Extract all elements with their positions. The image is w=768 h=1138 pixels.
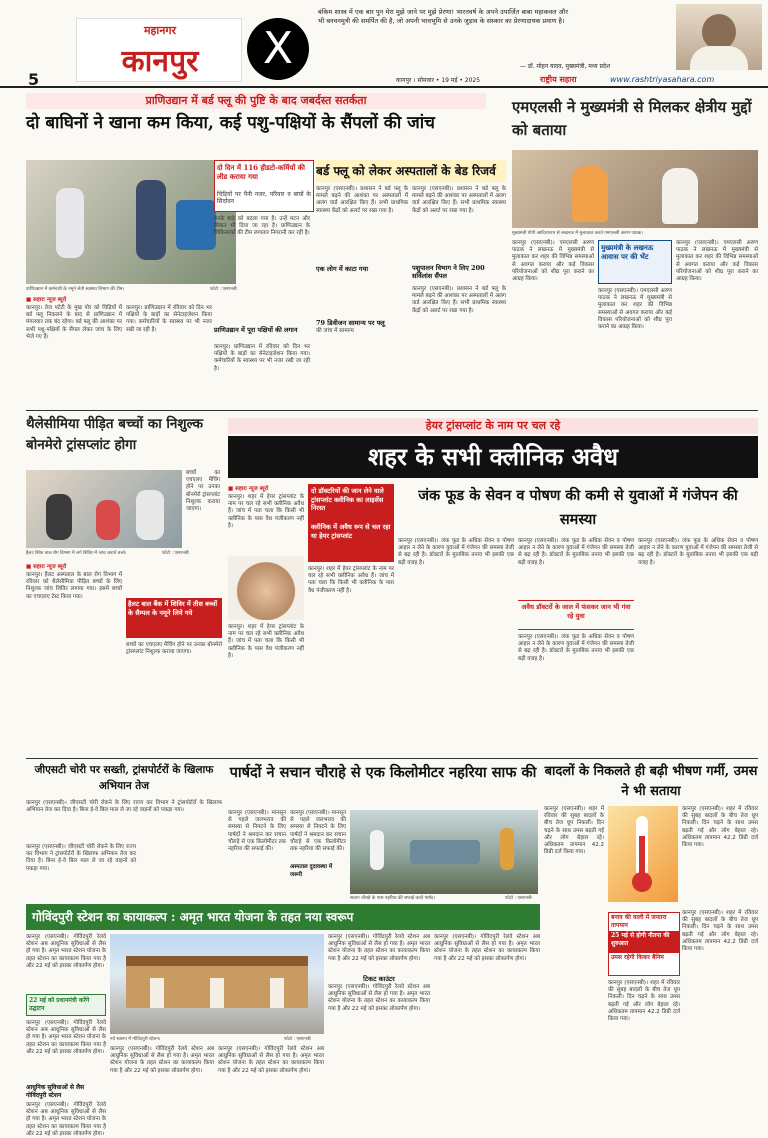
story1-kicker: प्राणिउद्यान में बर्ड फ्लू की पुष्टि के बाद जबर्दस्त सतर्कता [26, 93, 486, 109]
story1-body-right: कानपुर। प्राणिउद्यान में रविवार को दिन भर पक्षियों के बाड़ों का सेनेटाइजेशन किया गया। कर्मचारियों के स्वास्थ्य पर भी नजर रखी जा रही है। [126, 305, 212, 333]
story5-bullets [308, 484, 394, 562]
story3-body: कानपुर (एसएनबी)। एमएलसी अरुण पाठक ने लखनऊ में मुख्यमंत्री से मुलाकात कर शहर की विभिन्न समस्याओं से अवगत कराया और कई विकास परियोजनाओं को शीघ्र पूरा कराने का आग्रह किया। [512, 240, 594, 283]
story5-body: कानपुर। शहर में हेयर ट्रांसप्लांट के नाम पर चल रहे सभी क्लीनिक अवैध हैं। जांच में पता चला कि किसी भी क्लीनिक के पास वैध पंजीकरण नहीं है। [228, 494, 304, 529]
story9-boxes [608, 912, 680, 976]
story1-subhead: प्राणिउद्यान में पूरा पक्षियों की लगान [214, 326, 298, 334]
story4-photo-credit: फोटो : एसएनबी [162, 551, 189, 556]
story8-photo-credit: फोटो : एसएनबी [505, 896, 532, 901]
story6-body-b: कानपुर (एसएनबी)। जंक फूड के अधिक सेवन व पोषण आहार न लेने के कारण युवाओं में गंजेपन की समस्या तेजी से बढ़ रही है। डॉक्टरों के मुताबिक तनाव भी इसकी एक बड़ी वजह है। [518, 538, 634, 566]
story10-pull [26, 994, 106, 1016]
story3-body-b: कानपुर (एसएनबी)। एमएलसी अरुण पाठक ने लखनऊ में मुख्यमंत्री से मुलाकात कर शहर की विभिन्न समस्याओं से अवगत कराया और कई विकास परियोजनाओं को शीघ्र पूरा कराने का आग्रह किया। [598, 288, 672, 331]
story1-photo [26, 160, 236, 284]
story8-subhead: अस्पताल दुदावस्था में जरूरी [290, 864, 333, 878]
story10-body-e: कानपुर (एसएनबी)। गोविंदपुरी रेलवे स्टेशन अब आधुनिक सुविधाओं से लैस हो गया है। अमृत भारत स्टेशन योजना के तहत स्टेशन का कायाकल्प किया गया है और 22 मई को इसका लोकार्पण होगा। [218, 1046, 324, 1074]
story10-body-d: कानपुर (एसएनबी)। गोविंदपुरी रेलवे स्टेशन अब आधुनिक सुविधाओं से लैस हो गया है। अमृत भारत स्टेशन योजना के तहत स्टेशन का कायाकल्प किया गया है और 22 मई को इसका लोकार्पण होगा। [110, 1046, 214, 1074]
story3-photo-caption: मुख्यमंत्री योगी आदित्यनाथ से लखनऊ में मुलाकात करते एमएलसी अरुण पाठक। [512, 231, 643, 236]
story6-headline: जंक फूड के सेवन व पोषण की कमी से युवाओं में गंजेपन की समस्या [418, 487, 738, 528]
story10-photo [110, 934, 324, 1034]
story5-kicker: हेयर ट्रांसप्लांट के नाम पर चल रहे [228, 418, 758, 434]
story1-photo-credit: फोटो : एसएनबी [210, 287, 237, 292]
story7-body-b: कानपुर (एसएनबी)। जीएसटी चोरी रोकने के लिए राज्य कर विभाग ने ट्रांसपोर्टरों के खिलाफ अभियान तेज कर दिया है। बिना ई-वे बिल माल ले जा रहे वाहनों को पकड़ा गया। [26, 844, 136, 872]
story2-body: कानपुर (एसएनबी)। प्रशासन ने बर्ड फ्लू के मामले बढ़ने की आशंका पर अस्पतालों में अलग वार्ड आरक्षित किए हैं। सभी प्राथमिक स्वास्थ्य केंद्रों को अलर्ट पर रखा गया है। [316, 186, 408, 214]
story8-body: कानपुर (एसएनबी)। मानसून से पहले जलभराव की समस्या से निपटने के लिए पार्षदों ने श्रमदान कर सचान चौराहे से एक किलोमीटर तक नहरिया की सफाई की। [228, 810, 286, 853]
website: www.rashtriyasahara.com [610, 75, 715, 84]
story2-sub1: एक लोग में काटा गया [316, 265, 369, 273]
story8-photo-caption: सचान चौराहे के पास नहरिया की सफाई करते पार्षद। [350, 896, 436, 901]
story8-photo [350, 810, 538, 894]
story4-body-b: बच्चों का एचएलए मैचिंग होने पर उनका बोनमेरो ट्रांसप्लांट निशुल्क कराया जाएगा। [126, 642, 222, 656]
story4-pull-text: हैलट बाल बैंक में शिविर में तीस बच्चों के सैम्पल के नमूने लिये गये [128, 600, 218, 617]
story10-body: कानपुर (एसएनबी)। गोविंदपुरी रेलवे स्टेशन अब आधुनिक सुविधाओं से लैस हो गया है। अमृत भारत स्टेशन योजना के तहत स्टेशन का कायाकल्प किया गया है और 22 मई को इसका लोकार्पण होगा। [26, 934, 106, 969]
story10-body-b: कानपुर (एसएनबी)। गोविंदपुरी रेलवे स्टेशन अब आधुनिक सुविधाओं से लैस हो गया है। अमृत भारत स्टेशन योजना के तहत स्टेशन का कायाकल्प किया गया है और 22 मई को इसका लोकार्पण होगा। [26, 1020, 106, 1055]
story10-subhead2: आधुनिक सुविधाओं से लैस गोविंदपुरी स्टेशन [26, 1084, 85, 1099]
story1-box [214, 160, 314, 212]
story5-head-photo [228, 556, 304, 620]
story5-headline-band [228, 436, 758, 478]
page-number: 5 [28, 70, 40, 89]
paper-brand: राष्ट्रीय सहारा [540, 75, 577, 84]
story1-photo-caption: प्राणिउद्यान में कर्मचारी के नमूने लेती स्वास्थ्य विभाग की टीम। [26, 287, 125, 292]
top-quote: बंकिम शास्त्र में एक बार पुन मेरा मुझे जाने पर मुझे प्रेरणा! भारतवर्ष के अपने उपार्जित बाबा महाकवल और भी बनवनमुत्री की समर्पित की है, जो अपनी भावभूमि से उनके जुड़ाव के संस्कार का प्रेरणादायक प्रमाण है। [318, 8, 568, 25]
story5-headline: शहर के सभी क्लीनिक अवैध [367, 442, 619, 471]
story5-byline: ■ सहारा न्यूज ब्यूरो [228, 486, 269, 492]
masthead [0, 0, 768, 88]
story9-headline: बादलों के निकलते ही बढ़ी भीषण गर्मी, उमस ने भी सताया [544, 764, 758, 799]
story10-headline: गोविंदपुरी स्टेशन का कायाकल्प : अमृत भारत योजना के तहत नया स्वरूप [32, 910, 354, 924]
story9-body-b: कानपुर (एसएनबी)। शहर में रविवार की सुबह बादलों के बीच तेज धूप निकली। दिन चढ़ने के साथ उमस बढ़ती गई और लोग बेहाल रहे। अधिकतम तापमान 42.2 डिग्री दर्ज किया गया। [682, 806, 758, 849]
story10-body-f: कानपुर (एसएनबी)। गोविंदपुरी रेलवे स्टेशन अब आधुनिक सुविधाओं से लैस हो गया है। अमृत भारत स्टेशन योजना के तहत स्टेशन का कायाकल्प किया गया है और 22 मई को इसका लोकार्पण होगा। [328, 934, 430, 962]
story2-body-b: कानपुर (एसएनबी)। प्रशासन ने बर्ड फ्लू के मामले बढ़ने की आशंका पर अस्पतालों में अलग वार्ड आरक्षित किए हैं। सभी प्राथमिक स्वास्थ्य केंद्रों को अलर्ट पर रखा गया है। [412, 186, 506, 214]
quote-author: — डॉ. मोहन यादव, मुख्यमंत्री, मध्य प्रदेश [520, 63, 611, 70]
story2-helpline: की जांच में सामान्य [316, 328, 354, 334]
story8-body-b: कानपुर (एसएनबी)। मानसून से पहले जलभराव की समस्या से निपटने के लिए पार्षदों ने श्रमदान कर सचान चौराहे से एक किलोमीटर तक नहरिया की सफाई की। [290, 810, 346, 853]
story9-box2: 25 मई से होगी नौतपा की शुरुआत [609, 931, 679, 953]
story9-body-c: कानपुर (एसएनबी)। शहर में रविवार की सुबह बादलों के बीच तेज धूप निकली। दिन चढ़ने के साथ उमस बढ़ती गई और लोग बेहाल रहे। अधिकतम तापमान 42.2 डिग्री दर्ज किया गया। [608, 980, 680, 1023]
section-logo [76, 18, 242, 82]
story1-box-title: दो दिन में 116 हीडटो-कर्मियों की लीड कराया गया [217, 163, 305, 181]
story6-body-d: कानपुर (एसएनबी)। जंक फूड के अधिक सेवन व पोषण आहार न लेने के कारण युवाओं में गंजेपन की समस्या तेजी से बढ़ रही है। डॉक्टरों के मुताबिक तनाव भी इसकी एक बड़ी वजह है। [638, 538, 758, 566]
story9-box1: बनाव की वाली में जनतरा तापमान [611, 914, 667, 929]
story10-headline-band [26, 904, 540, 930]
story5-bullet-2: क्लीनिक में अवैध रूप से चल रहा था हेयर ट्रांसप्लांट [311, 523, 391, 540]
story10-body-c: कानपुर (एसएनबी)। गोविंदपुरी रेलवे स्टेशन अब आधुनिक सुविधाओं से लैस हो गया है। अमृत भारत स्टेशन योजना के तहत स्टेशन का कायाकल्प किया गया है और 22 मई को इसका लोकार्पण होगा। [26, 1102, 106, 1137]
story3-body-c: कानपुर (एसएनबी)। एमएलसी अरुण पाठक ने लखनऊ में मुख्यमंत्री से मुलाकात कर शहर की विभिन्न समस्याओं से अवगत कराया और कई विकास परियोजनाओं को शीघ्र पूरा कराने का आग्रह किया। [676, 240, 758, 283]
story6-pull [518, 600, 634, 630]
story3-quote-box [598, 240, 672, 284]
story1-byline: ■ सहारा न्यूज ब्यूरो [26, 297, 67, 303]
divider-1 [26, 410, 758, 411]
story3-quote-text: मुख्यमंत्री के लखनऊ आवास पर की भेंट [601, 243, 654, 261]
divider-2 [26, 758, 758, 759]
story5-body-b: कानपुर। शहर में हेयर ट्रांसप्लांट के नाम पर चल रहे सभी क्लीनिक अवैध हैं। जांच में पता चला कि किसी भी क्लीनिक के पास वैध पंजीकरण नहीं है। [228, 624, 304, 659]
thermometer-icon [608, 806, 678, 902]
story6-body-c: कानपुर (एसएनबी)। जंक फूड के अधिक सेवन व पोषण आहार न लेने के कारण युवाओं में गंजेपन की समस्या तेजी से बढ़ रही है। डॉक्टरों के मुताबिक तनाव भी इसकी एक बड़ी वजह है। [518, 634, 634, 662]
story10-body-g: कानपुर (एसएनबी)। गोविंदपुरी रेलवे स्टेशन अब आधुनिक सुविधाओं से लैस हो गया है। अमृत भारत स्टेशन योजना के तहत स्टेशन का कायाकल्प किया गया है और 22 मई को इसका लोकार्पण होगा। [328, 984, 430, 1012]
story4-pull [126, 598, 222, 638]
story5-bullet-1: दो डॉक्टरियों की जान लेने वाले ट्रांसप्लांट क्लीनिक का लाइसेंस निरस्त [311, 487, 384, 512]
story3-photo [512, 150, 758, 228]
story2-body-c: कानपुर (एसएनबी)। प्रशासन ने बर्ड फ्लू के मामले बढ़ने की आशंका पर अस्पतालों में अलग वार्ड आरक्षित किए हैं। सभी प्राथमिक स्वास्थ्य केंद्रों को अलर्ट पर रखा गया है। [412, 286, 506, 314]
story7-headline: जीएसटी चोरी पर सख्ती, ट्रांसपोर्टरों के खिलाफ अभियान तेज [34, 764, 214, 792]
story9-body: कानपुर (एसएनबी)। शहर में रविवार की सुबह बादलों के बीच तेज धूप निकली। दिन चढ़ने के साथ उमस बढ़ती गई और लोग बेहाल रहे। अधिकतम तापमान 42.2 डिग्री दर्ज किया गया। [544, 806, 604, 856]
story1-headline: दो बाघिनों ने खाना कम किया, कई पशु-पक्षियों के सैंपलों की जांच [26, 113, 435, 133]
story10-photo-caption: नये स्वरूप में गोविंदपुरी स्टेशन। [110, 1037, 161, 1042]
story8-headline: पार्षदों ने सचान चौराहे से एक किलोमीटर नहरिया साफ की [229, 764, 537, 781]
story9-body-d: कानपुर (एसएनबी)। शहर में रविवार की सुबह बादलों के बीच तेज धूप निकली। दिन चढ़ने के साथ उमस बढ़ती गई और लोग बेहाल रहे। अधिकतम तापमान 42.2 डिग्री दर्ज किया गया। [682, 910, 758, 953]
story5-body-c: कानपुर। शहर में हेयर ट्रांसप्लांट के नाम पर चल रहे सभी क्लीनिक अवैध हैं। जांच में पता चला कि किसी भी क्लीनिक के पास वैध पंजीकरण नहीं है। [308, 566, 394, 594]
story6-body: कानपुर (एसएनबी)। जंक फूड के अधिक सेवन व पोषण आहार न लेने के कारण युवाओं में गंजेपन की समस्या तेजी से बढ़ रही है। डॉक्टरों के मुताबिक तनाव भी इसकी एक बड़ी वजह है। [398, 538, 514, 566]
author-portrait [676, 4, 762, 70]
story9-box3: उमस रहेगी किकर बैनिम [611, 954, 664, 961]
section-top: महानगर [143, 24, 177, 37]
story10-subhead: टिकट काउंटर [363, 975, 395, 983]
story10-photo-credit: फोटो : एसएनबी [284, 1037, 311, 1042]
story6-pull-text: अवैध डॉक्टरों के जाल में फंसकर जान भी गंवा रहे युवा [521, 603, 631, 620]
dateline: कानपुर । सोमवार • 19 मई • 2025 [396, 77, 481, 84]
story2-sub2: पशुपालन विभाग ने लिए 200 सर्विलांस सैंपल [412, 264, 485, 280]
x-logo-icon: X [247, 18, 309, 80]
story4-photo-caption: हैलट स्थित बाल रोग विभाग में लगे शिविर में जांच कराते बच्चे। [26, 551, 127, 556]
story4-headline: थैलेसीमिया पीड़ित बच्चों का निशुल्क बोनमेरो ट्रांसप्लांट होगा [26, 416, 204, 453]
story1-body-right2: कानपुर। प्राणिउद्यान में रविवार को दिन भर पक्षियों के बाड़ों का सेनेटाइजेशन किया गया। कर्मचारियों के स्वास्थ्य पर भी नजर रखी जा रही है। [214, 344, 310, 372]
story1-body-mid: उनके बाड़े को बदला गया है। उन्हें मटन और चिकन भी दिया जा रहा है। प्राणिउद्यान के चिकित्सकों की टीम लगातार निगरानी कर रही है। [214, 216, 310, 237]
story2-helpline-title: 79 डिवीजन सामान्य पर फ्लू [316, 319, 385, 327]
story2-headline: बर्ड फ्लू को लेकर अस्पतालों के बेड रिजर्व [316, 160, 506, 182]
story1-box-text: चिड़ियों पर पैनी नजर, परिवार व बाघों के सिर्दावन [217, 191, 311, 206]
story10-pull-text: 22 मई को प्रधानमंत्री करेंगे उद्घाटन [29, 997, 90, 1012]
story10-body-h: कानपुर (एसएनबी)। गोविंदपुरी रेलवे स्टेशन अब आधुनिक सुविधाओं से लैस हो गया है। अमृत भारत स्टेशन योजना के तहत स्टेशन का कायाकल्प किया गया है और 22 मई को इसका लोकार्पण होगा। [434, 934, 540, 962]
story1-body-lead: कानपुर। तेज पटेटी के मुख पोर को चिड़ियों में बर्ड फ्लू निकलने के बाद से प्राणिउद्यान में मंगलवार तक बंद रहेगा। बर्ड फ्लू की आशंका पर सभी पशु-पक्षियों के सैंपल लेकर जांच के लिए भेजे गए हैं। [26, 305, 122, 340]
section-name: कानपुर [121, 44, 199, 79]
story4-byline: ■ सहारा न्यूज ब्यूरो [26, 564, 67, 570]
story4-photo [26, 470, 182, 548]
story4-side-text: बच्चों का एचएलए मैचिंग होने पर उनका बोनमेरो ट्रांसप्लांट निशुल्क कराया जाएगा। [186, 470, 220, 513]
story3-headline: एमएलसी ने मुख्यमंत्री से मिलकर क्षेत्रीय मुद्दों को बताया [512, 98, 752, 139]
story7-body: कानपुर (एसएनबी)। जीएसटी चोरी रोकने के लिए राज्य कर विभाग ने ट्रांसपोर्टरों के खिलाफ अभियान तेज कर दिया है। बिना ई-वे बिल माल ले जा रहे वाहनों को पकड़ा गया। [26, 800, 222, 814]
story4-body: कानपुर। हैलट अस्पताल के बाल रोग विभाग में रविवार को थैलेसीमिया पीड़ित बच्चों के लिए निशुल्क जांच शिविर लगाया गया। इसमें बच्चों का एचएलए टेस्ट किया गया। [26, 572, 122, 600]
